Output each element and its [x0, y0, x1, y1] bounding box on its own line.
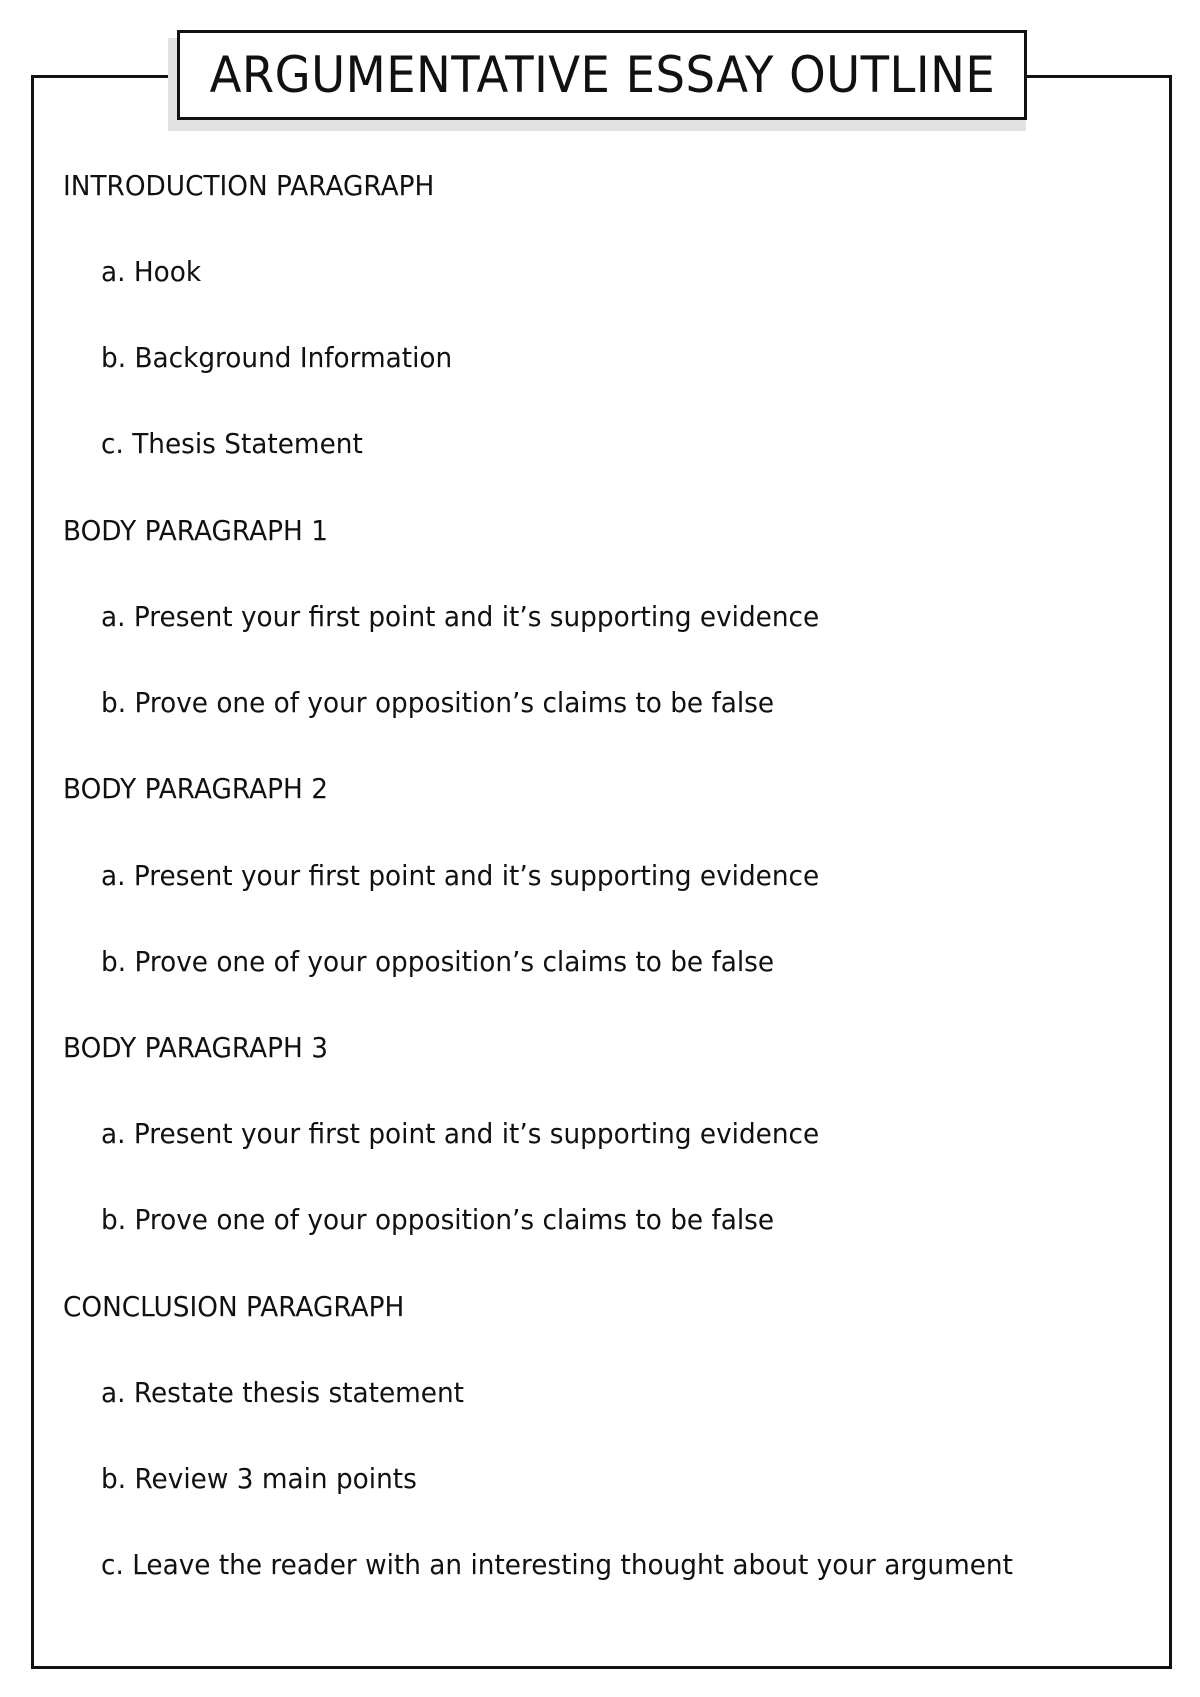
outline-item: a. Present your first point and it’s supporting evidence — [101, 600, 820, 633]
section-heading-body-2: BODY PARAGRAPH 2 — [63, 772, 328, 805]
section-heading-introduction: INTRODUCTION PARAGRAPH — [63, 169, 435, 202]
outline-item: c. Thesis Statement — [101, 427, 363, 460]
outline-item: a. Hook — [101, 255, 202, 288]
outline-item: a. Present your first point and it’s supporting evidence — [101, 1117, 820, 1150]
outline-item: c. Leave the reader with an interesting thought about your argument — [101, 1548, 1013, 1581]
outline-item: b. Review 3 main points — [101, 1462, 417, 1495]
section-heading-body-3: BODY PARAGRAPH 3 — [63, 1031, 328, 1064]
outline-item: b. Background Information — [101, 341, 453, 374]
page-title: ARGUMENTATIVE ESSAY OUTLINE — [209, 46, 995, 104]
section-heading-body-1: BODY PARAGRAPH 1 — [63, 514, 328, 547]
outline-item: a. Restate thesis statement — [101, 1376, 465, 1409]
outline-item: a. Present your first point and it’s supporting evidence — [101, 859, 820, 892]
outline-item: b. Prove one of your opposition’s claims to be false — [101, 945, 775, 978]
outline-item: b. Prove one of your opposition’s claims to be false — [101, 686, 775, 719]
outline-item: b. Prove one of your opposition’s claims to be false — [101, 1203, 775, 1236]
section-heading-conclusion: CONCLUSION PARAGRAPH — [63, 1290, 405, 1323]
title-box — [177, 30, 1027, 120]
